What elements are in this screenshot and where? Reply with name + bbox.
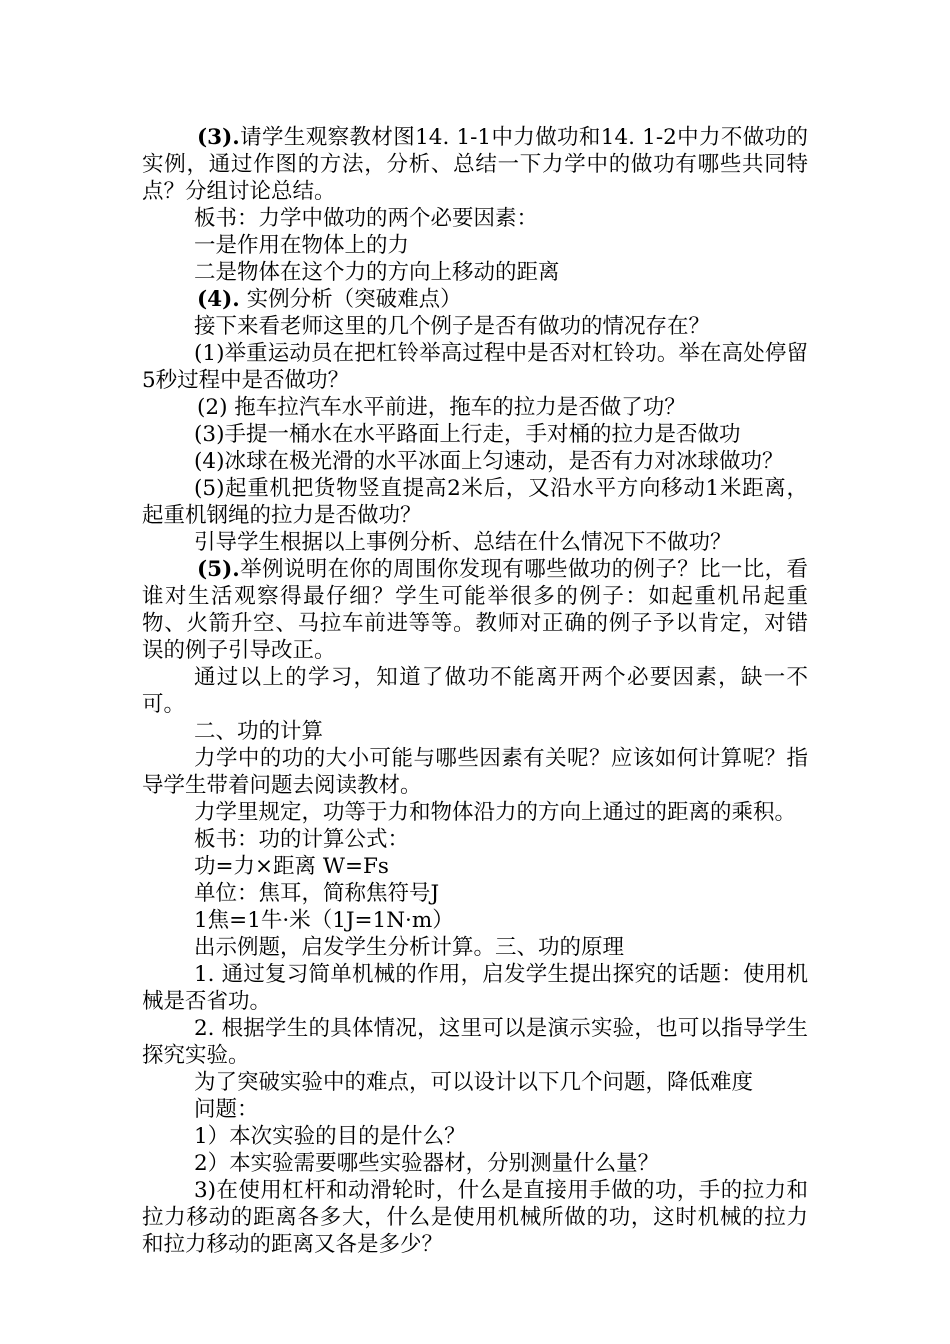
question-3: 3)在使用杠杆和动滑轮时，什么是直接用手做的功，手的拉力和拉力移动的距离各多大，什么是使用机械所做的功，这时机械的拉力和拉力移动的距离又各是多少？ <box>142 1178 808 1257</box>
paragraph-5: (5).举例说明在你的周围你发现有哪些做功的例子？比一比，看谁对生活观察得最仔细？学生可能举很多的例子：如起重机吊起重物、火箭升空、马拉车前进等等。教师对正确的例子予以肯定，对错误的例子引导改正。 <box>142 557 808 663</box>
paragraph-step-2: 2. 根据学生的具体情况，这里可以是演示实验，也可以指导学生探究实验。 <box>142 1016 808 1068</box>
paragraph-factor-1: 一是作用在物体上的力 <box>194 233 410 258</box>
document-page <box>142 124 808 1258</box>
item-label: (4). <box>197 287 240 312</box>
example-1: (1)举重运动员在把杠铃举高过程中是否对杠铃功。举在高处停留5秒过程中是否做功？ <box>142 341 808 393</box>
paragraph-board-1: 板书：力学中做功的两个必要因素： <box>194 206 539 231</box>
example-2: (2) 拖车拉汽车水平前进，拖车的拉力是否做了功？ <box>197 395 686 420</box>
paragraph-summary: 通过以上的学习，知道了做功不能离开两个必要因素，缺一不可。 <box>142 665 808 717</box>
formula: 功=力×距离 W=Fs <box>194 854 389 879</box>
question-1: 1）本次实验的目的是什么？ <box>194 1124 466 1149</box>
paragraph-definition: 力学里规定，功等于力和物体沿力的方向上通过的距离的乘积。 <box>194 800 797 825</box>
paragraph-example-calc: 出示例题，启发学生分析计算。三、功的原理 <box>194 935 625 960</box>
paragraph-factor-2: 二是物体在这个力的方向上移动的距离 <box>194 260 560 285</box>
paragraph-questions-label: 问题： <box>194 1097 259 1122</box>
item-label: (3). <box>197 125 240 150</box>
paragraph-step-1: 1. 通过复习简单机械的作用，启发学生提出探究的话题：使用机械是否省功。 <box>142 962 808 1014</box>
example-4: (4)冰球在极光滑的水平冰面上匀速动，是否有力对冰球做功？ <box>194 449 784 474</box>
section-heading-2: 二、功的计算 <box>194 719 324 744</box>
unit: 单位：焦耳，简称焦符号J <box>194 881 440 906</box>
paragraph-3: (3).请学生观察教材图14. 1-1中力做功和14. 1-2中力不做功的实例，通过作图的方法，分析、总结一下力学中的做功有哪些共同特点？分组讨论总结。 <box>142 125 808 204</box>
question-2: 2）本实验需要哪些实验器材，分别测量什么量？ <box>194 1151 660 1176</box>
paragraph-guide: 引导学生根据以上事例分析、总结在什么情况下不做功？ <box>194 530 732 555</box>
unit-definition: 1焦=1牛·米（1J=1N·m） <box>194 908 454 933</box>
example-3: (3)手提一桶水在水平路面上行走，手对桶的拉力是否做功 <box>194 422 741 447</box>
paragraph-question: 力学中的功的大小可能与哪些因素有关呢？应该如何计算呢？指导学生带着问题去阅读教材。 <box>142 746 808 798</box>
item-label: (5). <box>197 557 240 582</box>
paragraph-4: (4). 实例分析（突破难点） <box>197 287 462 312</box>
example-5: (5)起重机把货物竖直提高2米后，又沿水平方向移动1米距离，起重机钢绳的拉力是否做功？ <box>142 476 808 528</box>
paragraph-intro-examples: 接下来看老师这里的几个例子是否有做功的情况存在？ <box>194 314 711 339</box>
paragraph-difficulty: 为了突破实验中的难点，可以设计以下几个问题，降低难度 <box>194 1070 754 1095</box>
paragraph-board-2: 板书：功的计算公式： <box>194 827 410 852</box>
